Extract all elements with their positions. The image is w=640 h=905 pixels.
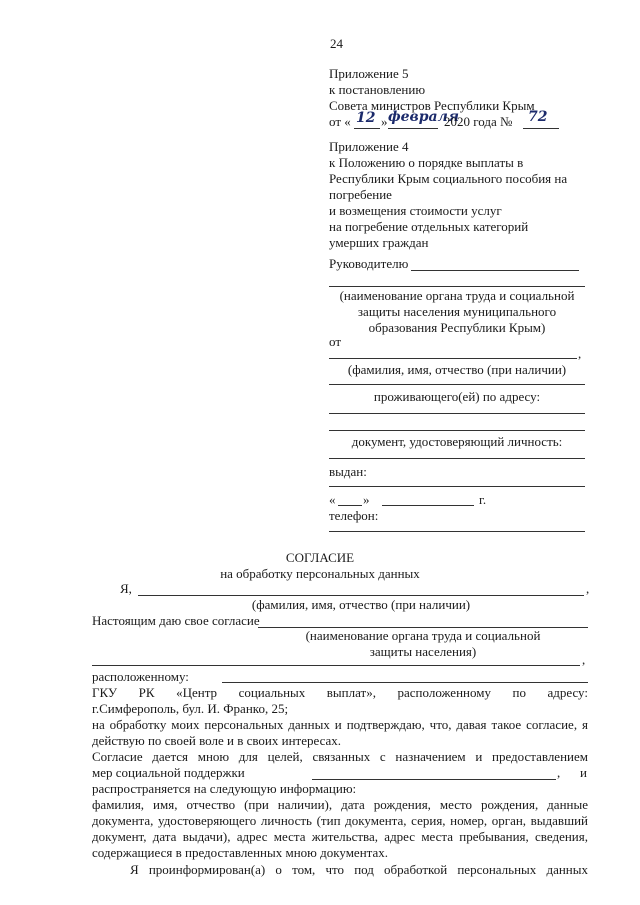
issue-date-close-quote: » xyxy=(363,492,370,507)
head-name-field[interactable] xyxy=(411,270,579,271)
consent-org-caption-1: (наименование органа труда и социальной xyxy=(305,628,541,643)
applicant-name-field-2[interactable] xyxy=(329,384,585,385)
support-measures-comma: , xyxy=(557,765,561,780)
appendix4-line: Приложение 4 xyxy=(329,139,409,154)
appendix5-resolution: к постановлению xyxy=(329,82,426,97)
informed-line: Я проинформирован(а) о том, что под обработкой персональных данных xyxy=(130,862,588,877)
issued-field[interactable] xyxy=(329,486,585,487)
issued-label: выдан: xyxy=(329,464,367,479)
extends-line: распространяется на следующую информацию: xyxy=(92,781,357,796)
issue-day-field[interactable] xyxy=(338,505,362,506)
consent-org-field-2[interactable] xyxy=(92,665,580,666)
from-label: от xyxy=(329,334,342,349)
info-line-3: документ, дата выдачи), адрес места жительства, адрес места пребывания, сведения, xyxy=(92,829,588,844)
phone-label: телефон: xyxy=(329,508,379,523)
month-line xyxy=(388,128,438,129)
year-number-text: 2020 года № xyxy=(444,114,513,129)
purpose-line-1: Согласие дается мною для целей, связанных с назначением и предоставлением xyxy=(92,749,588,764)
located-label: расположенному: xyxy=(92,669,189,684)
day-line xyxy=(354,128,380,129)
head-label: Руководителю xyxy=(329,256,409,271)
number-handwritten: 72 xyxy=(528,109,548,125)
processing-line-2: действую по своей воле и в своих интересах. xyxy=(92,733,342,748)
consent-fio-field[interactable] xyxy=(138,595,584,596)
appendix5-council: Совета министров Республики Крым xyxy=(329,98,535,113)
located-address-field[interactable] xyxy=(222,682,588,683)
issue-date-open-quote: « xyxy=(329,492,336,507)
support-measures-field[interactable] xyxy=(312,779,556,780)
issue-month-field[interactable] xyxy=(382,505,474,506)
org-caption-line3: образования Республики Крым) xyxy=(368,320,546,335)
consent-org-comma: , xyxy=(582,652,586,667)
appendix5-title: Приложение 5 xyxy=(329,66,409,81)
day-close-quote: » xyxy=(381,114,388,129)
org-caption-line1: (наименование органа труда и социальной xyxy=(339,288,575,303)
applicant-name-comma: , xyxy=(578,346,582,361)
day-handwritten: 12 xyxy=(356,110,376,126)
head-org-field[interactable] xyxy=(329,286,585,287)
phone-field[interactable] xyxy=(329,531,585,532)
info-line-4: содержащиеся в предоставленных мною документах. xyxy=(92,845,389,860)
issue-year-suffix: г. xyxy=(479,492,487,507)
appendix4-line: погребение xyxy=(329,187,392,202)
number-line xyxy=(523,128,559,129)
processing-line-1: на обработку моих персональных данных и подтверждаю, что, давая такое согласие, я xyxy=(92,717,588,732)
consent-title: СОГЛАСИЕ xyxy=(285,550,355,565)
address-field-2[interactable] xyxy=(329,430,585,431)
consent-org-caption-2: защиты населения) xyxy=(369,644,477,659)
info-line-2: документа, удостоверяющего личность (тип документа, серия, номер, орган, выдавший xyxy=(92,813,588,828)
purpose-line-2: мер социальной поддержки xyxy=(92,765,245,780)
address-field-1[interactable] xyxy=(329,413,585,414)
appendix4-line: к Положению о порядке выплаты в xyxy=(329,155,524,170)
residing-caption: проживающего(ей) по адресу: xyxy=(373,389,541,404)
consent-fio-caption: (фамилия, имя, отчество (при наличии) xyxy=(251,597,471,612)
page-number: 24 xyxy=(330,36,343,51)
info-line-1: фамилия, имя, отчество (при наличии), дата рождения, место рождения, данные xyxy=(92,797,588,812)
document-field[interactable] xyxy=(329,458,585,459)
appendix4-line: умерших граждан xyxy=(329,235,429,250)
consent-subtitle: на обработку персональных данных xyxy=(220,566,420,581)
applicant-fio-caption: (фамилия, имя, отчество (при наличии) xyxy=(347,362,567,377)
gku-line: ГКУ РК «Центр социальных выплат», расположенному по адресу: xyxy=(92,685,588,700)
document-caption: документ, удостоверяющий личность: xyxy=(351,434,563,449)
appendix4-line: Республики Крым социального пособия на xyxy=(329,171,568,186)
org-caption-line2: защиты населения муниципального xyxy=(357,304,557,319)
address-line: г.Симферополь, бул. И. Франко, 25; xyxy=(92,701,289,716)
appendix4-line: на погребение отдельных категорий xyxy=(329,219,529,234)
give-consent-text: Настоящим даю свое согласие xyxy=(92,613,260,628)
purpose-and: и xyxy=(580,765,587,780)
appendix4-line: и возмещения стоимости услуг xyxy=(329,203,502,218)
appendix5-from: от « xyxy=(329,114,351,129)
i-label: Я, xyxy=(120,581,132,596)
consent-fio-comma: , xyxy=(586,581,590,596)
month-handwritten: февраля xyxy=(388,109,459,125)
applicant-name-field[interactable] xyxy=(329,358,577,359)
